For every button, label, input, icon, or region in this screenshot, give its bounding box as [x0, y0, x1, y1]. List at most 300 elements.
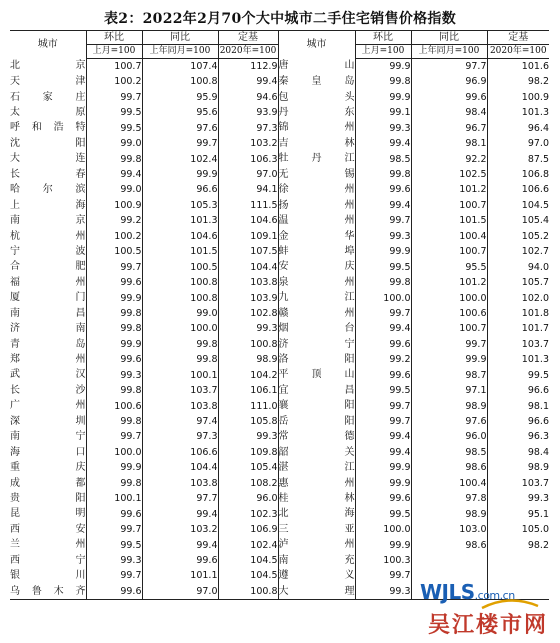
cell-huanbi-left: 99.4	[86, 167, 142, 182]
cell-huanbi-right: 99.9	[355, 59, 411, 75]
cell-city-right: 包 头	[278, 90, 355, 105]
table-row	[10, 522, 549, 537]
cell-dingji-left: 94.6	[218, 90, 278, 105]
cell-dingji-right: 96.4	[487, 121, 549, 136]
table-row	[10, 90, 549, 105]
cell-dingji-right: 98.9	[487, 460, 549, 475]
cell-dingji-left: 102.4	[218, 538, 278, 553]
cell-city-left: 贵 阳	[10, 492, 86, 504]
cell-dingji-right: 104.5	[487, 198, 549, 213]
cell-dingji-left: 102.3	[218, 507, 278, 522]
cell-dingji-left: 102.8	[218, 306, 278, 321]
watermark-url-main: WJLS	[420, 580, 475, 604]
cell-tongbi-right: 100.7	[411, 198, 487, 213]
cell-dingji-right: 98.2	[487, 538, 549, 553]
cell-city-right: 韶 关	[278, 445, 355, 460]
cell-tongbi-left: 107.4	[142, 59, 218, 75]
cell-huanbi-right: 99.7	[355, 414, 411, 429]
cell-dingji-right: 102.7	[487, 244, 549, 259]
table-row	[10, 213, 549, 228]
cell-city-right: 济 宁	[278, 337, 355, 352]
cell-huanbi-left: 99.6	[86, 507, 142, 522]
cell-dingji-left: 99.3	[218, 430, 278, 445]
cell-tongbi-left: 97.0	[142, 584, 218, 600]
cell-tongbi-left: 99.8	[142, 352, 218, 367]
cell-city-left: 合 肥	[10, 261, 86, 273]
cell-tongbi-left: 97.3	[142, 430, 218, 445]
cell-huanbi-right: 99.5	[355, 260, 411, 275]
cell-tongbi-left: 103.8	[142, 476, 218, 491]
cell-city-left: 北 京	[10, 60, 86, 72]
cell-huanbi-left: 99.8	[86, 152, 142, 167]
cell-tongbi-left: 96.6	[142, 183, 218, 198]
cell-dingji-left: 104.6	[218, 213, 278, 228]
cell-tongbi-right: 92.2	[411, 152, 487, 167]
cell-huanbi-right: 99.4	[355, 321, 411, 336]
cell-tongbi-left: 99.4	[142, 538, 218, 553]
table-row	[10, 105, 549, 120]
cell-city-right: 牡丹江	[278, 152, 355, 167]
cell-tongbi-right: 100.4	[411, 476, 487, 491]
cell-tongbi-left: 100.1	[142, 368, 218, 383]
cell-dingji-right: 103.7	[487, 476, 549, 491]
cell-dingji-right: 101.8	[487, 306, 549, 321]
cell-huanbi-right: 100.0	[355, 291, 411, 306]
cell-tongbi-left: 105.3	[142, 198, 218, 213]
cell-dingji-right: 105.7	[487, 275, 549, 290]
cell-city-right: 无 锡	[278, 167, 355, 182]
cell-dingji-left: 105.4	[218, 460, 278, 475]
cell-city-right: 安 庆	[278, 260, 355, 275]
cell-huanbi-left: 99.5	[86, 538, 142, 553]
cell-huanbi-left: 99.5	[86, 121, 142, 136]
cell-huanbi-right: 99.9	[355, 244, 411, 259]
cell-dingji-left: 98.9	[218, 352, 278, 367]
table-row	[10, 337, 549, 352]
cell-city-left: 武 汉	[10, 369, 86, 381]
cell-dingji-left: 94.1	[218, 183, 278, 198]
cell-city-left: 福 州	[10, 276, 86, 288]
cell-dingji-left: 99.3	[218, 321, 278, 336]
cell-city-left: 哈尔滨	[10, 184, 86, 196]
table-row	[10, 167, 549, 182]
cell-city-left: 兰 州	[10, 539, 86, 551]
cell-city-left: 上 海	[10, 199, 86, 211]
cell-city-left: 海 口	[10, 446, 86, 458]
table-row	[10, 476, 549, 491]
cell-city-left: 成 都	[10, 477, 86, 489]
table-row	[10, 152, 549, 167]
cell-city-right: 徐 州	[278, 183, 355, 198]
cell-dingji-right: 99.3	[487, 491, 549, 506]
cell-tongbi-left: 104.6	[142, 229, 218, 244]
cell-city-left: 西 安	[10, 523, 86, 535]
cell-tongbi-left: 101.3	[142, 213, 218, 228]
cell-city-left: 长 沙	[10, 384, 86, 396]
cell-city-left: 郑 州	[10, 354, 86, 366]
cell-dingji-right: 95.1	[487, 507, 549, 522]
table-row	[10, 198, 549, 213]
cell-huanbi-right: 99.4	[355, 136, 411, 151]
cell-city-right: 秦皇岛	[278, 74, 355, 89]
cell-city-right: 襄 阳	[278, 399, 355, 414]
cell-tongbi-left: 102.4	[142, 152, 218, 167]
cell-tongbi-right: 98.9	[411, 507, 487, 522]
cell-city-left: 长 春	[10, 168, 86, 180]
cell-dingji-right: 106.8	[487, 167, 549, 182]
header-city-right: 城市	[278, 31, 355, 59]
cell-tongbi-right: 96.0	[411, 430, 487, 445]
table-row	[10, 306, 549, 321]
cell-huanbi-right: 99.3	[355, 229, 411, 244]
cell-huanbi-left: 99.0	[86, 136, 142, 151]
cell-city-left: 南 京	[10, 215, 86, 227]
cell-city-right: 唐 山	[278, 59, 355, 75]
cell-huanbi-right: 99.7	[355, 568, 411, 583]
cell-city-left: 济 南	[10, 323, 86, 335]
cell-huanbi-right: 99.9	[355, 476, 411, 491]
cell-city-right: 吉 林	[278, 136, 355, 151]
cell-tongbi-left: 99.4	[142, 507, 218, 522]
cell-huanbi-left: 99.8	[86, 414, 142, 429]
cell-city-left: 乌鲁木齐	[10, 585, 86, 597]
cell-dingji-left: 109.1	[218, 229, 278, 244]
cell-tongbi-left: 95.9	[142, 90, 218, 105]
cell-tongbi-right: 101.5	[411, 213, 487, 228]
cell-huanbi-left: 99.7	[86, 260, 142, 275]
cell-tongbi-left: 99.8	[142, 337, 218, 352]
cell-huanbi-right: 99.1	[355, 105, 411, 120]
table-row	[10, 229, 549, 244]
table-row	[10, 244, 549, 259]
table-row	[10, 321, 549, 336]
cell-huanbi-left: 99.8	[86, 321, 142, 336]
cell-dingji-left: 99.4	[218, 74, 278, 89]
cell-city-left: 银 川	[10, 570, 86, 582]
cell-huanbi-right: 99.5	[355, 507, 411, 522]
header-city-left: 城市	[37, 38, 58, 50]
cell-tongbi-right: 98.9	[411, 399, 487, 414]
cell-huanbi-right: 99.7	[355, 399, 411, 414]
cell-city-right: 常 德	[278, 430, 355, 445]
table-body	[10, 59, 549, 600]
cell-dingji-left: 96.0	[218, 491, 278, 506]
cell-dingji-right: 105.0	[487, 522, 549, 537]
cell-tongbi-right: 97.7	[411, 59, 487, 75]
cell-dingji-right: 96.6	[487, 383, 549, 398]
cell-tongbi-right: 101.2	[411, 183, 487, 198]
cell-city-left: 厦 门	[10, 292, 86, 304]
cell-tongbi-left: 103.2	[142, 522, 218, 537]
cell-tongbi-left: 103.8	[142, 399, 218, 414]
cell-tongbi-right: 97.8	[411, 491, 487, 506]
table-row	[10, 291, 549, 306]
cell-tongbi-right	[411, 553, 487, 568]
header-huanbi-right: 环比	[355, 31, 411, 45]
cell-city-right: 惠 州	[278, 476, 355, 491]
cell-huanbi-left: 99.9	[86, 337, 142, 352]
cell-huanbi-left: 99.9	[86, 460, 142, 475]
cell-dingji-left: 105.8	[218, 414, 278, 429]
table-row	[10, 460, 549, 475]
cell-dingji-left: 106.1	[218, 383, 278, 398]
cell-city-left: 大 连	[10, 153, 86, 165]
table-row	[10, 538, 549, 553]
site-watermark	[420, 580, 555, 638]
cell-tongbi-right: 98.6	[411, 460, 487, 475]
cell-huanbi-left: 100.7	[86, 59, 142, 75]
price-index-table	[10, 30, 549, 600]
cell-tongbi-left: 101.5	[142, 244, 218, 259]
cell-huanbi-right: 99.9	[355, 90, 411, 105]
cell-dingji-right: 98.2	[487, 74, 549, 89]
cell-huanbi-right: 99.2	[355, 352, 411, 367]
cell-dingji-right	[487, 553, 549, 568]
cell-tongbi-right: 103.0	[411, 522, 487, 537]
cell-dingji-right: 96.6	[487, 414, 549, 429]
cell-dingji-right: 106.6	[487, 183, 549, 198]
cell-city-right: 温 州	[278, 213, 355, 228]
cell-city-right: 宜 昌	[278, 383, 355, 398]
cell-tongbi-left: 101.1	[142, 568, 218, 583]
cell-dingji-left: 111.0	[218, 399, 278, 414]
cell-tongbi-left: 97.4	[142, 414, 218, 429]
cell-tongbi-right: 100.7	[411, 244, 487, 259]
cell-city-left: 深 圳	[10, 415, 86, 427]
cell-huanbi-left: 99.6	[86, 275, 142, 290]
cell-dingji-right: 101.7	[487, 321, 549, 336]
cell-city-left: 南 昌	[10, 307, 86, 319]
table-row	[10, 136, 549, 151]
cell-huanbi-right: 99.3	[355, 121, 411, 136]
cell-tongbi-right: 97.1	[411, 383, 487, 398]
table-title: 表2：2022年2月70个大中城市二手住宅销售价格指数	[103, 11, 457, 27]
cell-dingji-left: 103.9	[218, 291, 278, 306]
cell-city-right: 三 亚	[278, 522, 355, 537]
cell-dingji-right: 98.4	[487, 445, 549, 460]
cell-tongbi-right: 98.1	[411, 136, 487, 151]
cell-city-left: 呼和浩特	[10, 122, 86, 134]
cell-dingji-right: 103.7	[487, 337, 549, 352]
cell-huanbi-left: 99.8	[86, 306, 142, 321]
table-row	[10, 74, 549, 89]
cell-city-left: 杭 州	[10, 230, 86, 242]
cell-huanbi-left: 100.9	[86, 198, 142, 213]
cell-dingji-right: 100.9	[487, 90, 549, 105]
cell-huanbi-left: 99.0	[86, 183, 142, 198]
table-row	[10, 414, 549, 429]
cell-huanbi-right: 100.3	[355, 553, 411, 568]
cell-tongbi-left: 100.8	[142, 275, 218, 290]
cell-dingji-right: 96.3	[487, 430, 549, 445]
cell-tongbi-left: 99.7	[142, 136, 218, 151]
cell-huanbi-right: 99.6	[355, 491, 411, 506]
cell-tongbi-right: 98.6	[411, 538, 487, 553]
cell-dingji-right: 94.0	[487, 260, 549, 275]
cell-tongbi-left: 95.6	[142, 105, 218, 120]
cell-dingji-left: 106.9	[218, 522, 278, 537]
cell-huanbi-left: 99.8	[86, 383, 142, 398]
cell-tongbi-left: 100.5	[142, 260, 218, 275]
cell-city-left: 太 原	[10, 107, 86, 119]
cell-huanbi-left: 99.2	[86, 213, 142, 228]
cell-dingji-left: 109.8	[218, 445, 278, 460]
table-row	[10, 383, 549, 398]
cell-huanbi-right: 99.8	[355, 167, 411, 182]
cell-dingji-left: 104.5	[218, 553, 278, 568]
table-row	[10, 121, 549, 136]
cell-huanbi-left: 99.6	[86, 584, 142, 600]
cell-tongbi-left: 100.8	[142, 291, 218, 306]
cell-city-left: 石家庄	[10, 91, 86, 103]
cell-tongbi-right: 97.6	[411, 414, 487, 429]
cell-huanbi-right: 99.4	[355, 430, 411, 445]
cell-huanbi-left: 99.9	[86, 291, 142, 306]
cell-tongbi-right: 98.7	[411, 368, 487, 383]
cell-city-left: 沈 阳	[10, 137, 86, 149]
cell-city-right: 扬 州	[278, 198, 355, 213]
cell-huanbi-right: 98.5	[355, 152, 411, 167]
cell-dingji-left: 93.9	[218, 105, 278, 120]
cell-dingji-left: 97.0	[218, 167, 278, 182]
table-row	[10, 399, 549, 414]
cell-dingji-right: 102.0	[487, 291, 549, 306]
cell-huanbi-left: 100.6	[86, 399, 142, 414]
subheader-dingji-left: 2020年=100	[218, 45, 278, 59]
cell-tongbi-right: 95.5	[411, 260, 487, 275]
cell-dingji-left: 103.8	[218, 275, 278, 290]
header-dingji-right: 定基	[487, 31, 549, 45]
cell-huanbi-left: 99.5	[86, 105, 142, 120]
cell-dingji-left: 103.2	[218, 136, 278, 151]
cell-dingji-right: 98.1	[487, 399, 549, 414]
table-row	[10, 491, 549, 506]
watermark-cn-text: 吴江楼市网	[428, 612, 549, 638]
table-row	[10, 59, 549, 75]
cell-huanbi-right: 99.8	[355, 74, 411, 89]
cell-huanbi-right: 99.4	[355, 445, 411, 460]
cell-dingji-left: 106.3	[218, 152, 278, 167]
cell-huanbi-right: 99.7	[355, 306, 411, 321]
cell-huanbi-left: 99.3	[86, 368, 142, 383]
cell-tongbi-right: 102.5	[411, 167, 487, 182]
cell-dingji-right: 105.2	[487, 229, 549, 244]
cell-dingji-left: 104.4	[218, 260, 278, 275]
cell-dingji-right: 105.4	[487, 213, 549, 228]
subheader-tongbi-right: 上年同月=100	[411, 45, 487, 59]
cell-huanbi-right: 99.5	[355, 383, 411, 398]
cell-city-right: 南 充	[278, 553, 355, 568]
cell-dingji-left: 108.2	[218, 476, 278, 491]
cell-dingji-right: 101.3	[487, 105, 549, 120]
header-tongbi-left: 同比	[142, 31, 218, 45]
cell-tongbi-right: 99.9	[411, 352, 487, 367]
cell-tongbi-left: 99.6	[142, 553, 218, 568]
cell-city-left: 重 庆	[10, 462, 86, 474]
cell-city-right: 泉 州	[278, 275, 355, 290]
cell-city-right: 丹 东	[278, 105, 355, 120]
table-row	[10, 553, 549, 568]
cell-city-left: 天 津	[10, 76, 86, 88]
cell-tongbi-right: 96.9	[411, 74, 487, 89]
table-row	[10, 183, 549, 198]
cell-huanbi-right: 99.6	[355, 183, 411, 198]
cell-huanbi-left: 99.3	[86, 553, 142, 568]
cell-huanbi-left: 100.2	[86, 229, 142, 244]
cell-dingji-left: 104.5	[218, 568, 278, 583]
cell-tongbi-left: 97.7	[142, 491, 218, 506]
cell-huanbi-left: 99.7	[86, 522, 142, 537]
cell-huanbi-left: 100.0	[86, 445, 142, 460]
cell-dingji-left: 112.9	[218, 59, 278, 75]
table-row	[10, 507, 549, 522]
cell-huanbi-left: 99.7	[86, 568, 142, 583]
cell-city-right: 烟 台	[278, 321, 355, 336]
cell-city-right: 蚌 埠	[278, 244, 355, 259]
cell-tongbi-right: 101.2	[411, 275, 487, 290]
cell-dingji-left: 104.2	[218, 368, 278, 383]
header-tongbi-right: 同比	[411, 31, 487, 45]
cell-tongbi-right: 100.4	[411, 229, 487, 244]
table-row	[10, 352, 549, 367]
cell-huanbi-right: 99.6	[355, 337, 411, 352]
cell-city-left: 青 岛	[10, 338, 86, 350]
cell-tongbi-left: 99.9	[142, 167, 218, 182]
subheader-dingji-right: 2020年=100	[487, 45, 549, 59]
header-dingji-left: 定基	[218, 31, 278, 45]
cell-city-right: 湛 江	[278, 460, 355, 475]
subheader-huanbi-right: 上月=100	[355, 45, 411, 59]
cell-tongbi-left: 99.0	[142, 306, 218, 321]
subheader-huanbi-left: 上月=100	[86, 45, 142, 59]
cell-tongbi-left: 103.7	[142, 383, 218, 398]
cell-city-right: 泸 州	[278, 538, 355, 553]
cell-huanbi-left: 99.7	[86, 430, 142, 445]
watermark-url-suffix: .com.cn	[474, 589, 515, 602]
cell-huanbi-left: 99.6	[86, 352, 142, 367]
cell-huanbi-left: 100.2	[86, 74, 142, 89]
cell-dingji-left: 100.8	[218, 337, 278, 352]
cell-dingji-right: 87.5	[487, 152, 549, 167]
table-row	[10, 275, 549, 290]
cell-dingji-left: 97.3	[218, 121, 278, 136]
cell-dingji-left: 111.5	[218, 198, 278, 213]
cell-city-right: 洛 阳	[278, 352, 355, 367]
cell-city-right: 金 华	[278, 229, 355, 244]
cell-huanbi-left: 100.5	[86, 244, 142, 259]
cell-city-right: 遵 义	[278, 568, 355, 583]
cell-city-right: 桂 林	[278, 491, 355, 506]
cell-huanbi-right: 100.0	[355, 522, 411, 537]
cell-tongbi-left: 104.4	[142, 460, 218, 475]
cell-tongbi-right: 98.4	[411, 105, 487, 120]
cell-huanbi-right: 99.6	[355, 368, 411, 383]
cell-city-left: 广 州	[10, 400, 86, 412]
cell-tongbi-left: 97.6	[142, 121, 218, 136]
cell-city-right: 大 理	[278, 584, 355, 600]
table-row	[10, 368, 549, 383]
cell-city-right: 北 海	[278, 507, 355, 522]
cell-dingji-right: 101.3	[487, 352, 549, 367]
table-row	[10, 430, 549, 445]
cell-tongbi-left: 100.8	[142, 74, 218, 89]
cell-huanbi-right: 99.4	[355, 198, 411, 213]
cell-tongbi-left: 106.6	[142, 445, 218, 460]
cell-dingji-left: 100.8	[218, 584, 278, 600]
cell-huanbi-left: 100.1	[86, 491, 142, 506]
cell-city-right: 平顶山	[278, 368, 355, 383]
cell-dingji-right: 99.5	[487, 368, 549, 383]
